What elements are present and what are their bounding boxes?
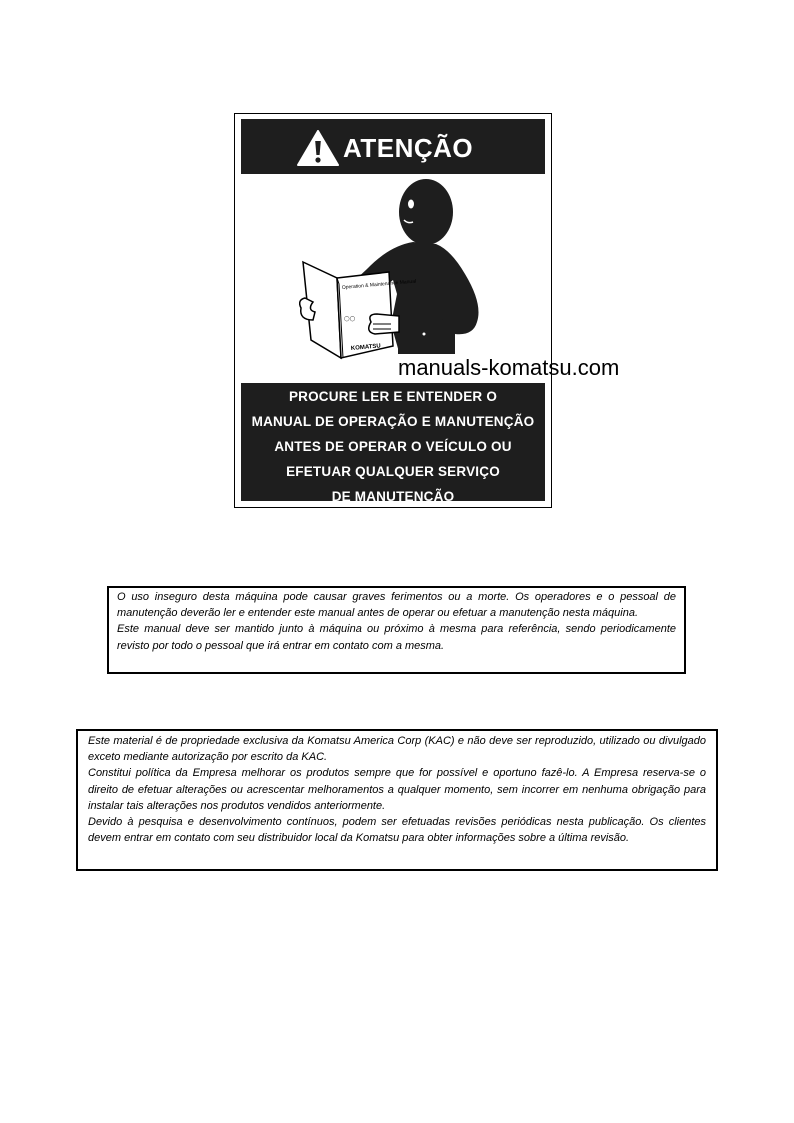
warning-sign-body: [241, 383, 545, 504]
person-head: [399, 179, 453, 245]
property-notice-paragraph: Este material é de propriedade exclusiva da Komatsu America Corp (KAC) e não deve ser reproduzido, utilizado ou divulgado exceto mediante autorização por escrito da KAC.: [88, 735, 706, 764]
warning-sign: [234, 113, 552, 508]
book-cover-text: Operation & Maintenance Manual: [341, 278, 417, 291]
warning-triangle-icon: [297, 130, 339, 166]
person-reading-manual-illustration: [241, 174, 545, 383]
property-notice-box: [76, 729, 718, 871]
person-eye: [408, 200, 414, 209]
safety-notice-paragraph: Este manual deve ser mantido junto à máquina ou próximo à mesma para referência, sendo periodicamente revisto por todo o pessoal que irá entrar em contato com a mesma.: [117, 623, 676, 652]
sign-line: ANTES DE OPERAR O VEÍCULO OU: [274, 439, 512, 454]
sign-line: PROCURE LER E ENTENDER O: [288, 389, 498, 404]
sign-title: ATENÇÃO: [343, 133, 474, 163]
warning-sign-inner: [241, 119, 545, 504]
property-notice-paragraph: Constitui política da Empresa melhorar os produtos sempre que for possível e oportuno fazê-lo. A Empresa reserva-se o direito de efetuar alterações ou acrescentar melhoramentos a qualquer momento, sem incorrer em nenhuma obrigação para instalar tais alterações nos produtos vendidos anteriormente.: [88, 767, 706, 812]
warning-sign-header: [241, 119, 545, 174]
book-brand-text: KOMATSU: [350, 343, 381, 352]
svg-text:◯◯: ◯◯: [344, 316, 356, 322]
person-torso-lower: [398, 324, 455, 354]
safety-notice-paragraph: O uso inseguro desta máquina pode causar graves ferimentos ou a morte. Os operadores e o pessoal de manutenção deverão ler e entender este manual antes de operar ou efetuar a manutenção nesta máquina.: [117, 591, 676, 620]
sign-line: EFETUAR QUALQUER SERVIÇO: [286, 464, 500, 479]
watermark-text: manuals-komatsu.com: [398, 355, 620, 380]
safety-notice-box: [107, 586, 686, 674]
property-notice-paragraph: Devido à pesquisa e desenvolvimento contínuos, podem ser efetuadas revisões periódicas nesta publicação. Os clientes devem entrar em contato com seu distribuidor local da Komatsu para obter informações sobre a última revisão.: [88, 816, 706, 845]
sign-line: DE MANUTENÇÃO: [331, 489, 455, 504]
sign-line: MANUAL DE OPERAÇÃO E MANUTENÇÃO: [251, 414, 535, 429]
